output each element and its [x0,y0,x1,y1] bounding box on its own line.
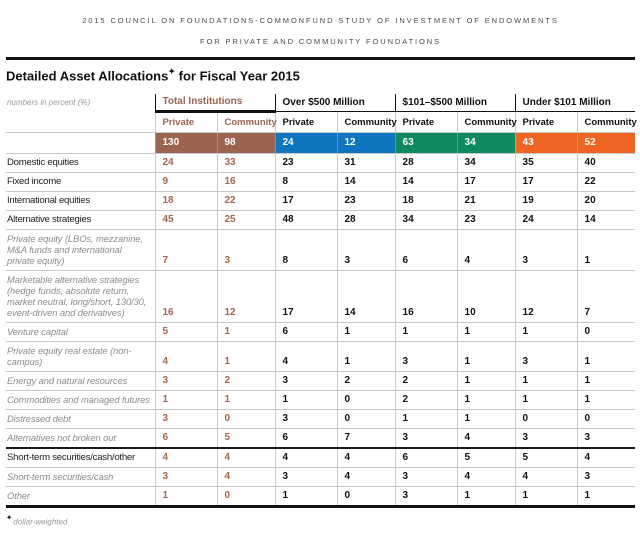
institution-count: 24 [275,133,337,154]
value-cell: 4 [155,342,217,372]
table-row [6,372,635,391]
table-row [6,154,635,173]
value-cell: 4 [155,448,217,468]
value-cell: 5 [515,448,577,468]
column-subheader: Community [337,112,395,133]
value-cell: 6 [395,448,457,468]
value-cell: 0 [577,323,635,342]
value-cell: 20 [577,192,635,211]
value-cell: 0 [337,410,395,429]
value-cell: 4 [275,448,337,468]
title-rule [6,57,635,60]
column-subheader: Private [395,112,457,133]
value-cell: 1 [275,391,337,410]
table-row [6,487,635,507]
table-row [6,391,635,410]
value-cell: 3 [515,342,577,372]
row-label: Short-term securities/cash [7,471,114,483]
value-cell: 7 [337,429,395,449]
value-cell: 14 [577,211,635,230]
value-cell: 0 [217,410,275,429]
document-header [6,0,635,52]
value-cell: 1 [577,230,635,271]
value-cell: 12 [217,271,275,323]
value-cell: 1 [515,323,577,342]
value-cell: 23 [275,154,337,173]
value-cell: 0 [217,487,275,507]
value-cell: 33 [217,154,275,173]
value-cell: 1 [155,487,217,507]
value-cell: 17 [275,271,337,323]
row-label: Alternative strategies [7,214,92,226]
value-cell: 1 [577,372,635,391]
value-cell: 28 [337,211,395,230]
column-subheader: Private [155,112,217,133]
units-note: numbers in percent (%) [7,97,91,107]
value-cell: 8 [275,173,337,192]
value-cell: 1 [577,342,635,372]
value-cell: 3 [337,230,395,271]
group-header-0: Total Institutions [155,94,275,112]
institution-count: 52 [577,133,635,154]
value-cell: 17 [457,173,515,192]
value-cell: 7 [155,230,217,271]
document-header-line2: FOR PRIVATE AND COMMUNITY FOUNDATIONS [199,37,441,46]
value-cell: 3 [275,372,337,391]
group-header-3: Under $101 Million [515,94,635,112]
value-cell: 2 [337,372,395,391]
value-cell: 24 [515,211,577,230]
value-cell: 3 [395,487,457,507]
value-cell: 5 [155,323,217,342]
value-cell: 14 [395,173,457,192]
row-label: Short-term securities/cash/other [7,452,135,464]
value-cell: 3 [395,468,457,487]
value-cell: 34 [395,211,457,230]
value-cell: 1 [457,487,515,507]
row-label: Alternatives not broken out [7,432,116,444]
value-cell: 1 [217,391,275,410]
asset-allocations-table [6,94,635,508]
column-subheader-row [6,112,635,133]
table-row [6,448,635,468]
institution-count: 130 [155,133,217,154]
footnote [6,514,635,527]
value-cell: 16 [155,271,217,323]
value-cell: 4 [217,468,275,487]
group-header-row [6,94,635,112]
group-header-2: $101–$500 Million [395,94,515,112]
value-cell: 4 [457,429,515,449]
value-cell: 3 [275,410,337,429]
value-cell: 16 [395,271,457,323]
value-cell: 35 [515,154,577,173]
table-row [6,192,635,211]
value-cell: 19 [515,192,577,211]
value-cell: 28 [395,154,457,173]
value-cell: 4 [337,448,395,468]
group-header-1: Over $500 Million [275,94,395,112]
value-cell: 17 [275,192,337,211]
value-cell: 1 [515,391,577,410]
value-cell: 23 [337,192,395,211]
footnote-marker: ✦ [6,513,13,523]
value-cell: 4 [577,448,635,468]
value-cell: 10 [457,271,515,323]
value-cell: 4 [515,468,577,487]
value-cell: 17 [515,173,577,192]
value-cell: 3 [275,468,337,487]
table-row [6,342,635,372]
footnote-text: dollar-weighted [13,517,68,527]
value-cell: 1 [457,410,515,429]
value-cell: 3 [155,410,217,429]
value-cell: 48 [275,211,337,230]
value-cell: 14 [337,173,395,192]
institution-count: 12 [337,133,395,154]
value-cell: 6 [275,323,337,342]
value-cell: 21 [457,192,515,211]
column-subheader: Private [515,112,577,133]
value-cell: 5 [457,448,515,468]
value-cell: 6 [155,429,217,449]
table-row [6,323,635,342]
value-cell: 1 [395,323,457,342]
value-cell: 3 [155,468,217,487]
row-label: Fixed income [7,176,62,188]
value-cell: 1 [457,391,515,410]
page-title-suffix: for Fiscal Year 2015 [175,68,300,84]
value-cell: 25 [217,211,275,230]
value-cell: 1 [395,410,457,429]
value-cell: 3 [217,230,275,271]
institution-count-row [6,133,635,154]
value-cell: 3 [577,468,635,487]
value-cell: 18 [395,192,457,211]
value-cell: 1 [217,342,275,372]
table-row [6,271,635,323]
column-subheader: Community [217,112,275,133]
table-row [6,173,635,192]
value-cell: 7 [577,271,635,323]
table-row [6,429,635,449]
value-cell: 1 [337,342,395,372]
value-cell: 4 [457,230,515,271]
row-label: Marketable alternative strategies (hedge funds, absolute return, market neutral, long/short, 130/30, event-driven and derivatives) [7,274,147,319]
row-label: Private equity (LBOs, mezzanine, M&A funds and international private equity) [7,233,143,267]
value-cell: 1 [457,372,515,391]
value-cell: 2 [217,372,275,391]
value-cell: 4 [337,468,395,487]
value-cell: 3 [395,429,457,449]
value-cell: 0 [337,391,395,410]
row-label: Private equity real estate (non-campus) [7,345,132,368]
value-cell: 1 [457,342,515,372]
value-cell: 3 [395,342,457,372]
column-subheader: Private [275,112,337,133]
value-cell: 0 [577,410,635,429]
row-label: Other [7,490,30,502]
value-cell: 3 [515,230,577,271]
value-cell: 4 [275,342,337,372]
value-cell: 16 [217,173,275,192]
count-spacer [6,133,155,154]
value-cell: 1 [457,323,515,342]
value-cell: 14 [337,271,395,323]
title-footnote-marker: ✦ [168,67,176,76]
value-cell: 1 [275,487,337,507]
institution-count: 43 [515,133,577,154]
row-label: Energy and natural resources [7,375,128,387]
value-cell: 34 [457,154,515,173]
value-cell: 22 [577,173,635,192]
row-label: Commodities and managed futures [7,394,150,406]
value-cell: 1 [577,487,635,507]
value-cell: 18 [155,192,217,211]
value-cell: 9 [155,173,217,192]
value-cell: 3 [155,372,217,391]
column-subheader: Community [457,112,515,133]
value-cell: 1 [577,391,635,410]
value-cell: 0 [515,410,577,429]
institution-count: 98 [217,133,275,154]
value-cell: 24 [155,154,217,173]
institution-count: 34 [457,133,515,154]
column-subheader: Community [577,112,635,133]
value-cell: 8 [275,230,337,271]
value-cell: 3 [515,429,577,449]
document-header-line1: 2015 COUNCIL ON FOUNDATIONS-COMMONFUND STUDY OF INVESTMENT OF ENDOWMENTS [82,16,559,25]
value-cell: 1 [217,323,275,342]
value-cell: 6 [395,230,457,271]
institution-count: 63 [395,133,457,154]
table-row [6,230,635,271]
value-cell: 2 [395,372,457,391]
value-cell: 22 [217,192,275,211]
table-row [6,211,635,230]
row-label: Venture capital [7,326,68,338]
value-cell: 0 [337,487,395,507]
table-row [6,468,635,487]
page-title-text: Detailed Asset Allocations [6,68,169,84]
value-cell: 12 [515,271,577,323]
row-label: Domestic equities [7,157,79,169]
value-cell: 23 [457,211,515,230]
value-cell: 40 [577,154,635,173]
page-title [6,68,635,83]
value-cell: 3 [577,429,635,449]
value-cell: 45 [155,211,217,230]
value-cell: 1 [515,372,577,391]
row-label: Distressed debt [7,413,71,425]
subheader-spacer [6,112,155,133]
value-cell: 1 [337,323,395,342]
value-cell: 4 [457,468,515,487]
row-label: International equities [7,195,91,207]
value-cell: 6 [275,429,337,449]
table-row [6,410,635,429]
value-cell: 1 [155,391,217,410]
value-cell: 2 [395,391,457,410]
value-cell: 5 [217,429,275,449]
value-cell: 1 [515,487,577,507]
value-cell: 31 [337,154,395,173]
value-cell: 4 [217,448,275,468]
